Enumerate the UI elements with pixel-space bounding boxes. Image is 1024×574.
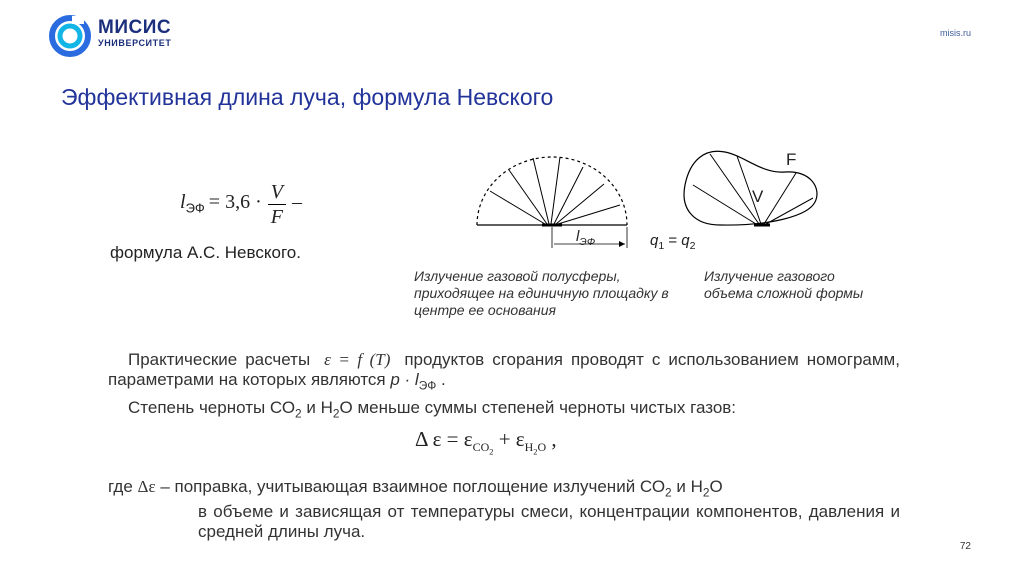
formula-effective-length xyxy=(180,180,340,230)
site-link[interactable]: misis.ru xyxy=(940,28,971,38)
logo-title: МИСИС xyxy=(98,17,172,38)
formula-lhs-sub: ЭФ xyxy=(185,200,205,216)
emissivity-equation: Δ $\varepsilon = \varepsilon_{CO_2} + \varepsilon_{H_2O}$ , xyxy=(415,427,557,457)
delta-eps: Δε xyxy=(137,477,156,496)
paragraph-correction: где Δε – поправка, учитывающая взаимное поглощение излучений $СО_2$ и $Н_2О$ в объеме и зависящая от температуры смеси, концентрации компонентов, давления и средней длины луча. xyxy=(108,477,900,542)
complex-volume-outline xyxy=(684,151,817,225)
page-title: Эффективная длина луча, формула Невского xyxy=(61,84,554,110)
formula-lhs: l xyxy=(180,191,186,214)
hemisphere-rays xyxy=(490,157,620,224)
formula-fraction xyxy=(268,180,286,229)
q-equality: $q_1 = q_2$ xyxy=(650,232,696,252)
logo-subtitle: УНИВЕРСИТЕТ xyxy=(98,38,172,48)
formula-numerator: V xyxy=(268,180,286,205)
logo-icon xyxy=(48,14,92,58)
surface-label: F xyxy=(786,150,797,169)
volume-label: V xyxy=(752,187,764,206)
lef-label: $l_{ЭФ}$ xyxy=(576,228,596,248)
formula-denominator: F xyxy=(270,206,283,228)
caption-complex-volume: Излучение газового объема сложной формы xyxy=(704,268,864,301)
paragraph-emissivity: Степень черноты $СО_2$ и $Н_2О$ меньше суммы степеней черноты чистых газов: xyxy=(128,398,737,421)
paragraph-practical: Практические расчеты ε = f (T) продуктов сгорания проводят с использованием номограмм, параметрами на которых являются $p \cdot l_{ЭФ}$ . xyxy=(108,350,900,393)
formula-dash: – xyxy=(291,191,302,214)
formula-caption: формула А.С. Невского. xyxy=(110,243,301,262)
caption-hemisphere: Излучение газовой полусферы, приходящее на единичную площадку в центре ее основания xyxy=(414,268,669,318)
formula-coef: = 3,6 · xyxy=(208,191,262,214)
params: p · l xyxy=(390,370,419,389)
eps-function: ε = f (T) xyxy=(324,350,391,369)
page-number: 72 xyxy=(959,541,971,552)
